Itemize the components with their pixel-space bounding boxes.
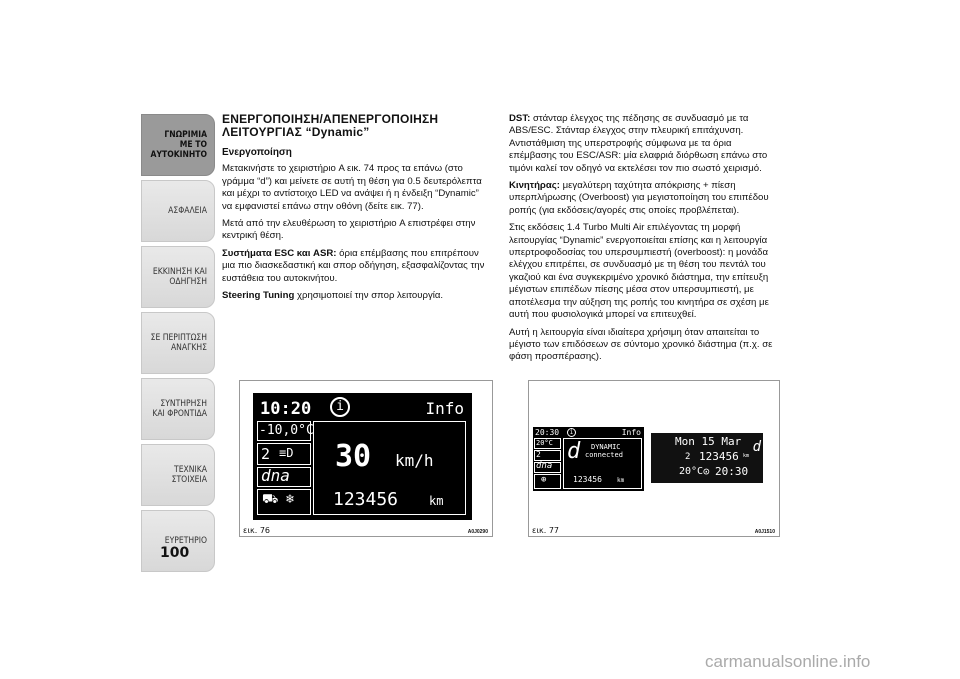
dna-text: dna	[261, 466, 290, 485]
paragraph: Συστήματα ESC και ASR: όρια επέμβασης που επιτρέπουν μια πιο διασκεδαστική και σπορ οδήγηση, εξασφαλίζοντας την ευστάθεια του αυτοκινήτου.	[222, 247, 485, 284]
odometer-value: 123456	[333, 489, 399, 510]
odometer-value: 123456	[699, 450, 739, 463]
odometer-unit: km	[743, 453, 750, 459]
dynamic-mode-letter: d	[752, 439, 761, 455]
section-heading: ΕΝΕΡΓΟΠΟΙΗΣΗ/ΑΠΕΝΕΡΓΟΠΟΙΗΣΗ ΛΕΙΤΟΥΡΓΙΑΣ “Dynamic”	[222, 112, 439, 139]
headlight-icon: ≡D	[279, 446, 294, 460]
tab-index[interactable]: ΕΥΡΕΤΗΡΙΟ	[141, 510, 215, 572]
tab-technical-data[interactable]: ΤΕΧΝΙΚΑ ΣΤΟΙΧΕΙΑ	[141, 444, 215, 506]
chapter-tabs	[141, 114, 215, 576]
tab-safety[interactable]: ΑΣΦΑΛΕΙΑ	[141, 180, 215, 242]
gear-text: 2	[261, 445, 271, 463]
speed-value: 30	[335, 439, 372, 474]
car-icon: ⛟ ❄	[262, 492, 295, 507]
paragraph: Μετά από την ελευθέρωση το χειριστήριο A επιστρέφει στην κεντρική θέση.	[222, 218, 476, 242]
connected-label: connected	[585, 451, 623, 459]
info-label: Info	[425, 399, 464, 418]
display-screen-lcd	[651, 433, 763, 483]
text-column-right	[509, 113, 779, 369]
tab-emergency[interactable]: ΣΕ ΠΕΡΙΠΤΩΣΗ ΑΝΑΓΚΗΣ	[141, 312, 215, 374]
figure-76	[239, 380, 493, 537]
tab-getting-to-know[interactable]: ΓΝΩΡΙΜΙΑ ΜΕ ΤΟ ΑΥΤΟΚΙΝΗΤΟ	[141, 114, 215, 176]
temperature-text: 20°C	[679, 466, 704, 477]
tab-starting-driving[interactable]: ΕΚΚΙΝΗΣΗ ΚΑΙ ΟΔΗΓΗΣΗ	[141, 246, 215, 308]
display-screen-tft	[533, 427, 644, 491]
display-screen	[253, 393, 472, 520]
gear-text: 2	[685, 452, 691, 462]
date-text: Mon 15 Mar	[675, 435, 742, 448]
dynamic-label: DYNAMIC	[591, 443, 621, 451]
subheading: Ενεργοποίηση	[222, 147, 292, 158]
steering-icon: ⊕	[541, 475, 547, 485]
figure-code: A0J1510	[754, 529, 775, 535]
odometer-value: 123456	[573, 475, 602, 484]
info-icon: i	[567, 428, 576, 437]
watermark: carmanualsonline.info	[705, 652, 871, 671]
clock-icon: ⊙	[703, 465, 710, 478]
info-icon: i	[330, 397, 350, 417]
paragraph: Steering Tuning χρησιμοποιεί την σπορ λειτουργία.	[222, 290, 444, 302]
odometer-unit: km	[429, 494, 444, 508]
paragraph: Μετακινήστε το χειριστήριο A εικ. 74 προς τα επάνω (στο γράμμα “d”) και μείνετε σε αυτή τη θέση για 0.5 δευτερόλεπτα και μέχρι το αντίστοιχο LED να ανάψει ή η ένδειξη “Dynamic” να εμφανιστεί επάνω στην οθόνη (δείτε εικ. 77).	[222, 163, 482, 212]
clock-text: 20:30	[535, 428, 560, 437]
speed-unit: km/h	[395, 451, 434, 470]
paragraph: DST: στάνταρ έλεγχος της πέδησης σε συνδυασμό με τα ABS/ESC. Στάνταρ έλεγχος στην πλευρική επιτάχυνση. Αντιστάθμιση της υπερστροφής σύμφωνα με τα όρια επέμβασης του ESC/ASR: μία ελαφριά διόρθωση επάνω στο τιμόνι καλεί τον οδηγό να εκτελέσει τον πιο σωστό χειρισμό.	[509, 113, 768, 174]
odometer-unit: km	[617, 477, 625, 484]
tab-maintenance[interactable]: ΣΥΝΤΗΡΗΣΗ ΚΑΙ ΦΡΟΝΤΙΔΑ	[141, 378, 215, 440]
dynamic-mode-letter: d	[567, 439, 581, 464]
figure-code: A0J0290	[467, 529, 488, 535]
page-number: 100	[160, 545, 190, 561]
gear-text: 2	[536, 450, 541, 459]
paragraph: Κινητήρας: μεγαλύτερη ταχύτητα απόκρισης + πίεση υπερπλήρωσης (Overboost) για μεγιστοποίηση του επιπέδου ροπής (για εκδόσεις/αγορές στις οποίες προβλέπεται).	[509, 180, 769, 216]
text-column-left	[222, 113, 490, 307]
figure-77	[528, 380, 780, 537]
figure-caption: εικ. 76	[243, 526, 271, 535]
paragraph: Αυτή η λειτουργία είναι ιδιαίτερα χρήσιμη όταν απαιτείται το μέγιστο των επιδόσεων σε σύντομο χρονικό διάστημα (π.χ. σε φάση προσπέρασης).	[509, 326, 773, 363]
figure-caption: εικ. 77	[532, 526, 560, 535]
paragraph: Στις εκδόσεις 1.4 Turbo Multi Air επιλέγοντας τη μορφή λειτουργίας “Dynamic” ενεργοποιείται επίσης και η λειτουργία υπερτροφοδοσίας του υπερσυμπιεστή (overboost): η μονάδα ελέγχου επιτρέπει, σε συνδυασμό με τη θέση του πεντάλ του γκαζιού και ένα συγκεκριμένο χρονικό διάστημα, την επίτευξη μέγιστων επιπέδων πίεσης μέσα στον υπερσυμπιεστή, με αποτέλεσμα την αύξηση της ροπής του κινητήρα σε σχέση με αυτή που φυσιολογικά μπορεί να επιτευχθεί.	[509, 222, 769, 321]
temperature-text: 20°C	[536, 439, 553, 447]
info-label: Info	[621, 428, 641, 437]
dna-text: dna	[536, 461, 553, 471]
clock-text: 20:30	[715, 465, 749, 478]
temperature-text: -10,0°C	[259, 423, 314, 438]
clock-text: 10:20	[260, 399, 312, 419]
